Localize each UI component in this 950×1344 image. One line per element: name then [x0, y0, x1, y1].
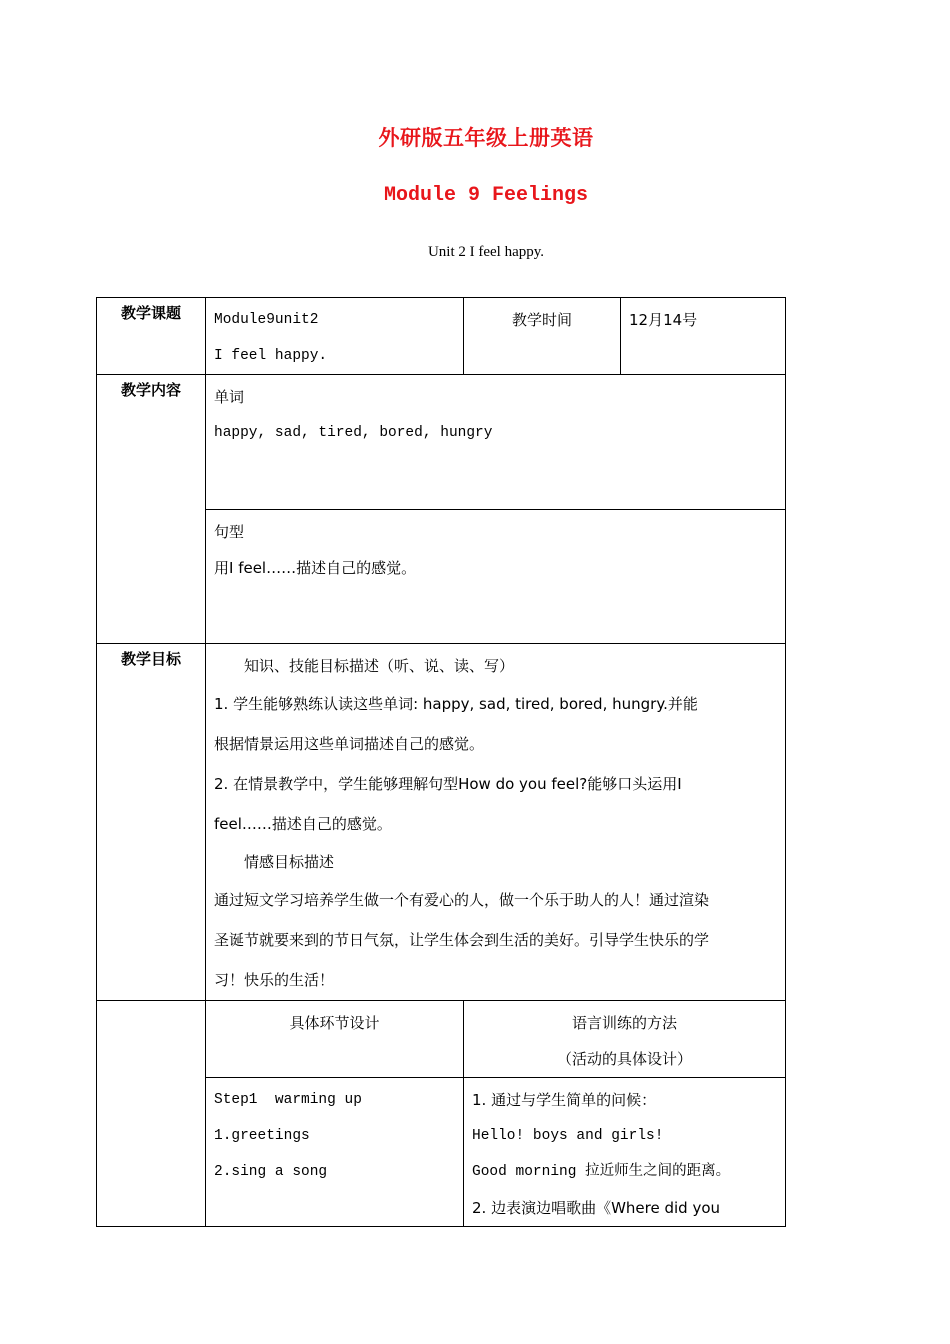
unit-subtitle: Unit 2 I feel happy.: [427, 244, 545, 260]
words-heading: 单词: [214, 388, 245, 406]
words-cell: [206, 375, 786, 510]
document-title: 外研版五年级上册英语: [378, 126, 594, 150]
method-line-3: Good morning 拉近师生之间的距离。: [472, 1164, 731, 1180]
row-objectives: [97, 644, 786, 1001]
design-heading: 具体环节设计: [206, 1001, 464, 1078]
words-list: happy, sad, tired, bored, hungry: [214, 425, 493, 441]
goal-1-line-a: 1. 学生能够熟练认读这些单词: happy, sad, tired, bored, hungry.并能: [214, 695, 698, 713]
emotion-line-b: 圣诞节就要来到的节日气氛，让学生体会到生活的美好。引导学生快乐的学: [214, 931, 710, 949]
pattern-heading: 句型: [214, 523, 245, 541]
row-topic: [97, 298, 786, 375]
label-topic: 教学课题: [97, 298, 206, 375]
step1-cell: [206, 1078, 464, 1227]
step1-item-2: 2.sing a song: [214, 1164, 328, 1180]
emotion-heading: 情感目标描述: [244, 853, 335, 871]
step1-method-cell: [464, 1078, 786, 1227]
method-heading: 语言训练的方法: [571, 1014, 677, 1032]
objectives-cell: [206, 644, 786, 1001]
topic-line-2: I feel happy.: [214, 348, 328, 364]
topic-line-1: Module9unit2: [214, 312, 319, 328]
time-value: 12月14号: [621, 298, 786, 375]
goal-2-line-b: feel……描述自己的感觉。: [214, 815, 392, 833]
method-line-1: 1. 通过与学生简单的问候：: [472, 1091, 657, 1109]
row-design-headers: [97, 1001, 786, 1078]
label-empty: [97, 1001, 206, 1227]
method-line-4: 2. 边表演边唱歌曲《Where did you: [472, 1199, 721, 1217]
goal-2-line-a: 2. 在情景教学中，学生能够理解句型How do you feel?能够口头运用I: [214, 775, 682, 793]
step1-title: Step1 warming up: [214, 1092, 362, 1108]
goal-1-line-b: 根据情景运用这些单词描述自己的感觉。: [214, 735, 485, 753]
topic-value: [206, 298, 464, 375]
pattern-text: 用I feel……描述自己的感觉。: [214, 559, 417, 577]
emotion-line-a: 通过短文学习培养学生做一个有爱心的人，做一个乐于助人的人！通过渲染: [214, 891, 710, 909]
pattern-cell: [206, 510, 786, 644]
method-heading-cell: [464, 1001, 786, 1078]
emotion-line-c: 习！快乐的生活！: [214, 971, 335, 989]
method-subheading: （活动的具体设计）: [556, 1050, 692, 1068]
module-title: Module 9 Feelings: [383, 184, 589, 207]
label-time: 教学时间: [464, 298, 621, 375]
row-content-words: [97, 375, 786, 510]
method-line-2: Hello! boys and girls!: [472, 1128, 664, 1144]
label-objectives: 教学目标: [97, 644, 206, 1001]
knowledge-heading: 知识、技能目标描述（听、说、读、写）: [244, 657, 515, 675]
step1-item-1: 1.greetings: [214, 1128, 310, 1144]
lesson-plan-table: [96, 297, 786, 1227]
label-content: 教学内容: [97, 375, 206, 644]
